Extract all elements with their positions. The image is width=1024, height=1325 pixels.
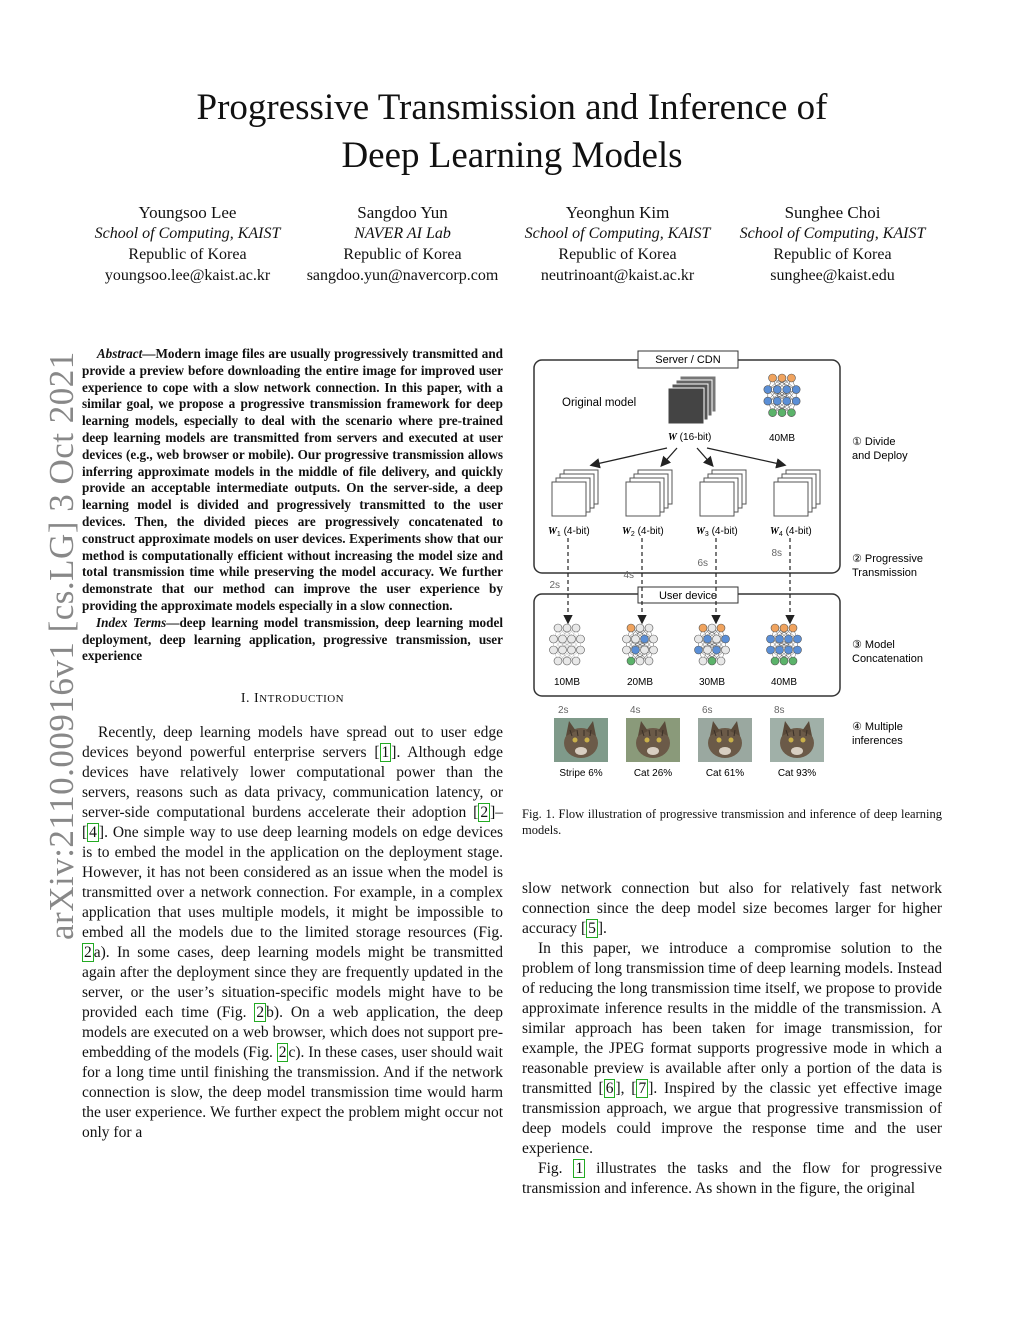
arxiv-id: arXiv:2110.00916v1 [cs.LG] 3 Oct 2021 bbox=[42, 351, 81, 940]
text-run: slow network connection but also for relatively fast network connection since the deep model size becomes larger for higher accuracy bbox=[522, 880, 942, 937]
network-node bbox=[572, 624, 580, 632]
network-node bbox=[632, 635, 640, 643]
divide-arrows bbox=[592, 448, 784, 465]
author-name: Sunghee Choi bbox=[784, 203, 881, 222]
network-node bbox=[792, 386, 800, 394]
concatenated-networks bbox=[550, 624, 802, 688]
network-node bbox=[780, 657, 788, 665]
author-affiliation: School of Computing, KAIST bbox=[739, 225, 926, 242]
network-node bbox=[554, 624, 562, 632]
author-country: Republic of Korea bbox=[558, 246, 677, 263]
model-size-label: 20MB bbox=[626, 677, 654, 688]
abstract bbox=[82, 346, 503, 615]
network-node bbox=[792, 397, 800, 405]
text-run: . Inspired by the classic yet effective image transmission approach, we argue that progressive transmission of deep models could improve the response time and the user experience. bbox=[522, 1080, 942, 1157]
network-icon bbox=[764, 374, 800, 417]
text-run: illustrates the tasks and the flow for progressive transmission and inference. As shown in the figure, the original bbox=[522, 1160, 942, 1197]
network-node bbox=[773, 397, 781, 405]
network-node bbox=[769, 409, 777, 417]
author-country: Republic of Korea bbox=[773, 246, 892, 263]
step-1-label: ① Divide and Deploy bbox=[852, 436, 908, 462]
abstract-label: Abstract bbox=[96, 346, 143, 361]
weight-piece-label: $W_3$ (4-bit) bbox=[696, 526, 738, 538]
figure-link[interactable]: 2 bbox=[278, 1044, 287, 1062]
figure-1 bbox=[522, 340, 942, 790]
text-run: , bbox=[620, 1080, 632, 1097]
text-run: . Although edge devices have relatively lower computational power than the servers, reasons such as data privacy, communication latency, or server-side computational burdens accelerate their adoption bbox=[82, 744, 503, 822]
network-node bbox=[767, 646, 775, 654]
text-run: . One simple way to use deep learning models on edge devices is to embed the model in the application on the deployment stage. However, it has not been considered as an issue when the model is transmitted over a network connection. For example, in a complex application that uses multiple models, it might be impossible to embed all the models due to the limited storage resources (Fig. bbox=[82, 824, 503, 942]
network-node bbox=[764, 386, 772, 394]
network-node bbox=[722, 646, 730, 654]
author-block bbox=[80, 202, 940, 286]
citation-link[interactable]: 7 bbox=[638, 1080, 647, 1097]
transmission-time: 8s bbox=[771, 548, 782, 559]
concatenated-model-1 bbox=[550, 624, 585, 688]
step-4-label: ④ Multiple inferences bbox=[852, 721, 903, 747]
weight-piece-3 bbox=[696, 470, 746, 538]
index-terms bbox=[82, 615, 503, 665]
network-node bbox=[627, 657, 635, 665]
network-node bbox=[778, 374, 786, 382]
network-node bbox=[563, 657, 571, 665]
network-node bbox=[650, 635, 658, 643]
concatenated-model-2 bbox=[623, 624, 658, 688]
index-terms-label: Index Terms bbox=[96, 614, 167, 630]
index-terms-text: —deep learning model transmission, deep learning model deployment, deep learning application, progressive transmission, user experience bbox=[82, 614, 504, 664]
concatenated-model-3 bbox=[695, 624, 730, 688]
author-country: Republic of Korea bbox=[343, 246, 462, 263]
right-column bbox=[522, 879, 942, 1199]
network-node bbox=[623, 635, 631, 643]
network-node bbox=[780, 624, 788, 632]
network-node bbox=[704, 635, 712, 643]
text-run: Fig. bbox=[538, 1160, 574, 1177]
network-node bbox=[713, 635, 721, 643]
inference-result-4 bbox=[770, 705, 824, 779]
author-name: Youngsoo Lee bbox=[138, 203, 237, 222]
author-affiliation: NAVER AI Lab bbox=[354, 225, 451, 242]
arxiv-stamp bbox=[12, 160, 81, 940]
text-run: Recently, deep learning models have spread out to user edge devices beyond powerful enterprise servers bbox=[82, 724, 503, 762]
network-node bbox=[776, 635, 784, 643]
network-node bbox=[699, 624, 707, 632]
step-2-label: ② Progressive Transmission bbox=[852, 553, 923, 579]
author-1 bbox=[80, 202, 295, 286]
section-heading bbox=[82, 689, 503, 709]
figure-link[interactable]: 2 bbox=[256, 1004, 265, 1022]
network-node bbox=[789, 657, 797, 665]
network-node bbox=[695, 635, 703, 643]
weight-piece-label: $W_1$ (4-bit) bbox=[548, 526, 590, 538]
intro-paragraph: Recently, deep learning models have spread out to user edge devices beyond powerful enterprise servers [ 1 ]. Although edge devices have relatively lower computational power than the servers, reasons such as data privacy, communication latency, or server-side computational burdens accelerate their adoption [ 2 ]–[ 4 ]. One simple way to use deep learning models on edge devices is to embed the model in the application on the deployment stage. However, it has not been considered as an issue when the model is transmitted over a network connection. For example, in a complex application that uses multiple models, it might be impossible to embed all the models due to the limited storage resources (Fig. 2 a). In some cases, deep learning models might be transmitted again after the deployment since they are frequently updated in the server, or the user’s situation-specific models might have to be provided each time (Fig. 2 b). On a web application, the deep models are executed on a web browser, which does not support pre-embedding of the models (Fig. 2 c). In these cases, user should wait for a long time until finishing the transmission. And if the network connection is slow, the deep model transmission time would harm the user experience. We further expect the problem might occur not only for a bbox=[82, 724, 503, 1142]
network-node bbox=[577, 635, 585, 643]
inference-result-3 bbox=[698, 705, 752, 779]
network-node bbox=[789, 624, 797, 632]
author-2 bbox=[295, 202, 510, 286]
network-node bbox=[632, 646, 640, 654]
network-node bbox=[641, 635, 649, 643]
author-3 bbox=[510, 202, 725, 286]
network-node bbox=[785, 646, 793, 654]
paper-title bbox=[100, 84, 924, 180]
inference-time: 8s bbox=[774, 705, 785, 716]
transmission-time: 6s bbox=[697, 558, 708, 569]
right-paragraph-2: In this paper, we introduce a compromise solution to the problem of long transmission time of deep learning models. Instead of reducing the long transmission time itself, we propose to provide approximate inference results in the middle of the transmission. A similar approach has been taken for image transmission, for example, the JPEG format supports progressive mode in which a reasonable preview is available after only a portion of the data is transmitted [ 6 ], [ 7 ]. Inspired by the classic yet effective image transmission approach, we argue that progressive transmission of deep models could improve the response time and the user experience. bbox=[522, 940, 942, 1157]
title-line-1: Progressive Transmission and Inference of bbox=[196, 87, 828, 128]
network-node bbox=[778, 409, 786, 417]
inference-result-1 bbox=[554, 705, 608, 779]
text-run: b). On a web application, the deep models are executed on a web browser, which does not support pre-embedding of the models (Fig. bbox=[82, 1004, 503, 1062]
user-device-label: User device bbox=[658, 590, 718, 602]
figure-caption: Fig. 1. Flow illustration of progressive transmission and inference of deep learning models. bbox=[522, 807, 942, 837]
network-node bbox=[767, 635, 775, 643]
network-node bbox=[636, 657, 644, 665]
network-node bbox=[708, 624, 716, 632]
network-node bbox=[559, 635, 567, 643]
network-node bbox=[787, 409, 795, 417]
network-node bbox=[722, 635, 730, 643]
title-line-2: Deep Learning Models bbox=[341, 135, 683, 176]
network-node bbox=[695, 646, 703, 654]
weight-piece-1 bbox=[548, 470, 598, 538]
right-paragraph-1: slow network connection but also for relatively fast network connection since the deep model size becomes larger for higher accuracy [ 5 ]. bbox=[522, 880, 942, 937]
transmission-time: 2s bbox=[549, 580, 560, 591]
original-size-label: 40MB bbox=[768, 433, 796, 444]
network-node bbox=[708, 657, 716, 665]
section-rest: NTRODUCTION bbox=[259, 693, 345, 706]
network-node bbox=[577, 646, 585, 654]
inference-time: 6s bbox=[702, 705, 713, 716]
network-node bbox=[699, 657, 707, 665]
network-node bbox=[636, 624, 644, 632]
figure-link[interactable]: 1 bbox=[575, 1160, 584, 1177]
network-node bbox=[717, 657, 725, 665]
weight-label: W (16-bit) bbox=[668, 432, 712, 443]
text-run: – bbox=[495, 804, 503, 822]
network-node bbox=[645, 657, 653, 665]
concatenated-model-4 bbox=[767, 624, 802, 688]
section-first-letter: I bbox=[254, 691, 260, 707]
weight-piece-4 bbox=[770, 470, 820, 538]
text-run: c). In these cases, user should wait for a long time until finishing the transmission. And if the network connection is slow, the deep model transmission time would harm the user experience. We further expect the problem might occur not only for a bbox=[82, 1044, 503, 1142]
network-node bbox=[794, 646, 802, 654]
right-paragraph-3 bbox=[522, 1159, 942, 1199]
text-run: a). In some cases, deep learning models might be transmitted again after the deployment since they are frequently updated in the server, or the user’s situation-specific models might have to be provided each time (Fig. bbox=[82, 944, 503, 1022]
network-node bbox=[785, 635, 793, 643]
inference-result-label: Stripe 6% bbox=[559, 768, 603, 779]
transmission-time: 4s bbox=[623, 570, 634, 581]
network-node bbox=[623, 646, 631, 654]
author-affiliation: School of Computing, KAIST bbox=[94, 225, 281, 242]
citation-link[interactable]: 6 bbox=[605, 1080, 614, 1097]
transmission-arrows bbox=[549, 538, 790, 622]
left-column bbox=[82, 346, 503, 1143]
network-node bbox=[572, 657, 580, 665]
network-node bbox=[645, 624, 653, 632]
section-numeral: I. bbox=[240, 691, 255, 707]
network-node bbox=[717, 624, 725, 632]
network-node bbox=[563, 624, 571, 632]
citation-link[interactable]: 2 bbox=[480, 804, 489, 822]
model-size-label: 10MB bbox=[553, 677, 581, 688]
figure-link[interactable]: 2 bbox=[84, 944, 92, 962]
network-node bbox=[713, 646, 721, 654]
author-4 bbox=[725, 202, 940, 286]
network-node bbox=[773, 386, 781, 394]
network-node bbox=[559, 646, 567, 654]
step-3-label: ③ Model Concatenation bbox=[852, 639, 923, 665]
weight-piece-label: $W_4$ (4-bit) bbox=[770, 526, 812, 538]
network-node bbox=[641, 646, 649, 654]
text-run: . bbox=[603, 920, 607, 937]
divided-weight-pieces bbox=[548, 470, 820, 538]
inference-time: 4s bbox=[630, 705, 641, 716]
inference-results bbox=[554, 705, 824, 779]
inference-time: 2s bbox=[558, 705, 569, 716]
network-node bbox=[783, 397, 791, 405]
author-name: Sangdoo Yun bbox=[357, 203, 448, 222]
network-node bbox=[550, 646, 558, 654]
author-affiliation: School of Computing, KAIST bbox=[524, 225, 711, 242]
original-model-label: Original model bbox=[562, 397, 637, 409]
network-node bbox=[787, 374, 795, 382]
network-node bbox=[794, 635, 802, 643]
network-node bbox=[550, 635, 558, 643]
author-email[interactable]: sangdoo.yun@navercorp.com bbox=[306, 267, 499, 284]
citation-link[interactable]: 4 bbox=[89, 824, 97, 842]
server-label: Server / CDN bbox=[655, 354, 721, 366]
original-network-icon bbox=[764, 374, 800, 417]
model-size-label: 30MB bbox=[698, 677, 726, 688]
network-node bbox=[704, 646, 712, 654]
network-node bbox=[783, 386, 791, 394]
network-node bbox=[568, 646, 576, 654]
network-node bbox=[771, 624, 779, 632]
inference-result-label: Cat 26% bbox=[633, 768, 673, 779]
original-weight-stack bbox=[668, 376, 716, 424]
network-node bbox=[771, 657, 779, 665]
author-name: Yeonghun Kim bbox=[565, 203, 670, 222]
network-node bbox=[776, 646, 784, 654]
inference-result-2 bbox=[626, 705, 680, 779]
author-email[interactable]: neutrinoant@kaist.ac.kr bbox=[540, 267, 695, 284]
text-run: In this paper, we introduce a compromise solution to the problem of long transmission time of deep learning models. Instead of reducing the long transmission time itself, we propose to provide approximate inference results in the middle of the transmission. A similar approach has been taken for image transmission, for example, the JPEG format supports progressive mode in which a reasonable preview is available after only a portion of the data is transmitted bbox=[522, 940, 942, 1097]
network-node bbox=[650, 646, 658, 654]
weight-piece-label: $W_2$ (4-bit) bbox=[622, 526, 664, 538]
network-node bbox=[764, 397, 772, 405]
inference-result-label: Cat 61% bbox=[705, 768, 745, 779]
network-node bbox=[627, 624, 635, 632]
inference-result-label: Cat 93% bbox=[777, 768, 817, 779]
network-node bbox=[769, 374, 777, 382]
abstract-text: —Modern image files are usually progressively transmitted and provide a preview before downloading the entire image for improved user experience to cope with a slow network connection. In this paper, with a similar goal, we propose a progressive transmission framework for deep learning models, especially to deal with the scenario where pre-trained deep learning models are transmitted from servers and executed at user devices (e.g., web browser or mobile). Our progressive transmission allows inferring approximate models in the middle of file delivery, and quickly provide an acceptable intermediate outputs. On the server-side, a deep learning model is divided and progressively transmitted to the user devices. Then, the divided pieces are progressively concatenated to construct approximate models on user devices. Experiments show that our method is computationally efficient without increasing the model size and total transmission time while preserving the model accuracy. We further demonstrate that our method can improve the user experience by providing the approximate models especially in a slow connection. bbox=[82, 346, 503, 613]
author-email[interactable]: youngsoo.lee@kaist.ac.kr bbox=[104, 267, 271, 284]
network-node bbox=[568, 635, 576, 643]
network-node bbox=[554, 657, 562, 665]
author-country: Republic of Korea bbox=[128, 246, 247, 263]
author-email[interactable]: sunghee@kaist.edu bbox=[770, 267, 895, 284]
weight-piece-2 bbox=[622, 470, 672, 538]
citation-link[interactable]: 5 bbox=[588, 920, 596, 937]
model-size-label: 40MB bbox=[770, 677, 798, 688]
citation-link[interactable]: 1 bbox=[381, 744, 390, 762]
